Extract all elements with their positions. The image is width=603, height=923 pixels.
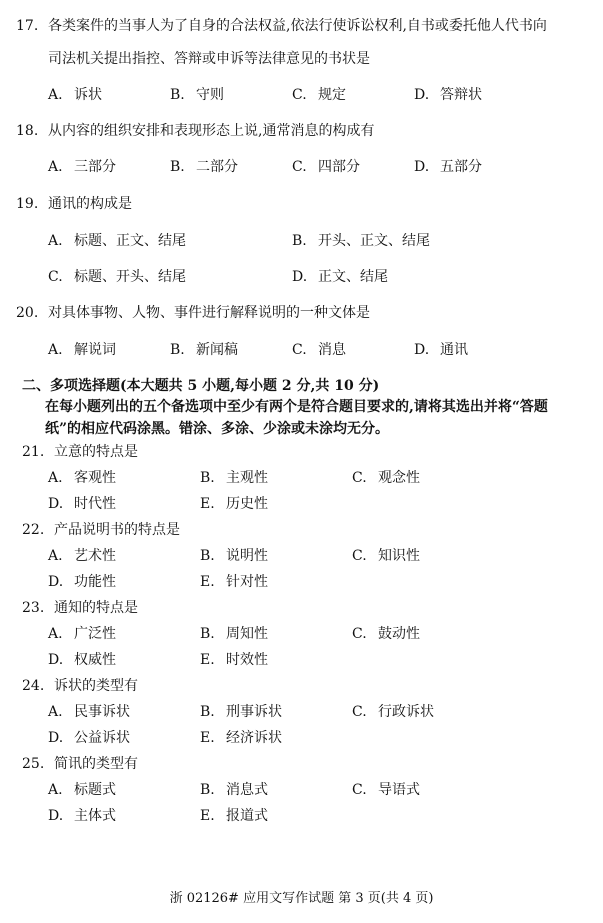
option-23-e: E. 时效性 bbox=[200, 652, 268, 668]
option-25-e: E. 报道式 bbox=[200, 808, 268, 824]
option-25-d: D. 主体式 bbox=[48, 808, 116, 824]
option-22-b: B. 说明性 bbox=[200, 548, 268, 564]
option-23-c: C. 鼓动性 bbox=[352, 626, 420, 642]
question-text: 立意的特点是 bbox=[54, 444, 138, 460]
option-20-a: A. 解说词 bbox=[48, 342, 116, 358]
option-24-d: D. 公益诉状 bbox=[48, 730, 130, 746]
question-number: 23. bbox=[22, 600, 45, 616]
option-20-c: C. 消息 bbox=[292, 342, 346, 358]
question-22-stem bbox=[22, 521, 180, 539]
question-number: 21. bbox=[22, 444, 45, 460]
option-23-d: D. 权威性 bbox=[48, 652, 116, 668]
question-number: 19. bbox=[16, 196, 39, 212]
question-text: 产品说明书的特点是 bbox=[54, 522, 180, 538]
option-17-d: D. 答辩状 bbox=[414, 87, 482, 103]
question-24-stem bbox=[22, 677, 138, 695]
option-21-a: A. 客观性 bbox=[48, 470, 116, 486]
option-23-b: B. 周知性 bbox=[200, 626, 268, 642]
question-17-stem-cont: 司法机关提出指控、答辩或申诉等法律意见的书状是 bbox=[48, 51, 370, 67]
question-text: 诉状的类型有 bbox=[54, 678, 138, 694]
question-25-stem bbox=[22, 755, 138, 773]
option-20-d: D. 通讯 bbox=[414, 342, 468, 358]
question-number: 18. bbox=[16, 123, 39, 139]
page-footer: 浙 02126# 应用文写作试题 第 3 页(共 4 页) bbox=[169, 891, 434, 906]
option-18-a: A. 三部分 bbox=[48, 159, 116, 175]
question-text: 各类案件的当事人为了自身的合法权益,依法行使诉讼权利,自书或委托他人代书向 bbox=[48, 18, 547, 34]
option-19-d: D. 正文、结尾 bbox=[292, 269, 388, 285]
question-text: 从内容的组织安排和表现形态上说,通常消息的构成有 bbox=[48, 123, 375, 139]
question-number: 24. bbox=[22, 678, 45, 694]
option-21-b: B. 主观性 bbox=[200, 470, 268, 486]
option-19-c: C. 标题、开头、结尾 bbox=[48, 269, 186, 285]
option-21-d: D. 时代性 bbox=[48, 496, 116, 512]
section-title: 二、多项选择题(本大题共 5 小题,每小题 2 分,共 10 分) bbox=[22, 378, 380, 394]
option-17-a: A. 诉状 bbox=[48, 87, 102, 103]
option-18-c: C. 四部分 bbox=[292, 159, 360, 175]
question-text: 对具体事物、人物、事件进行解释说明的一种文体是 bbox=[48, 305, 370, 321]
question-text: 简讯的类型有 bbox=[54, 756, 138, 772]
question-text: 通知的特点是 bbox=[54, 600, 138, 616]
option-18-b: B. 二部分 bbox=[170, 159, 238, 175]
option-21-c: C. 观念性 bbox=[352, 470, 420, 486]
option-17-c: C. 规定 bbox=[292, 87, 346, 103]
question-number: 25. bbox=[22, 756, 45, 772]
option-17-b: B. 守则 bbox=[170, 87, 224, 103]
question-text: 通讯的构成是 bbox=[48, 196, 132, 212]
option-24-a: A. 民事诉状 bbox=[48, 704, 130, 720]
question-number: 22. bbox=[22, 522, 45, 538]
option-22-e: E. 针对性 bbox=[200, 574, 268, 590]
option-24-e: E. 经济诉状 bbox=[200, 730, 282, 746]
section-instructions-line2: 纸”的相应代码涂黑。错涂、多涂、少涂或未涂均无分。 bbox=[45, 421, 390, 437]
option-25-a: A. 标题式 bbox=[48, 782, 116, 798]
option-25-b: B. 消息式 bbox=[200, 782, 268, 798]
question-17-stem bbox=[16, 17, 547, 35]
option-21-e: E. 历史性 bbox=[200, 496, 268, 512]
option-20-b: B. 新闻稿 bbox=[170, 342, 238, 358]
question-21-stem bbox=[22, 443, 138, 461]
option-19-a: A. 标题、正文、结尾 bbox=[48, 233, 186, 249]
option-19-b: B. 开头、正文、结尾 bbox=[292, 233, 430, 249]
question-20-stem bbox=[16, 304, 370, 322]
question-23-stem bbox=[22, 599, 138, 617]
option-22-c: C. 知识性 bbox=[352, 548, 420, 564]
question-18-stem bbox=[16, 122, 374, 140]
option-18-d: D. 五部分 bbox=[414, 159, 482, 175]
question-number: 17. bbox=[16, 18, 39, 34]
option-24-b: B. 刑事诉状 bbox=[200, 704, 282, 720]
question-number: 20. bbox=[16, 305, 39, 321]
option-23-a: A. 广泛性 bbox=[48, 626, 116, 642]
option-22-d: D. 功能性 bbox=[48, 574, 116, 590]
section-instructions-line1: 在每小题列出的五个备选项中至少有两个是符合题目要求的,请将其选出并将“答题 bbox=[45, 399, 548, 415]
question-19-stem bbox=[16, 195, 132, 213]
option-25-c: C. 导语式 bbox=[352, 782, 420, 798]
option-24-c: C. 行政诉状 bbox=[352, 704, 434, 720]
option-22-a: A. 艺术性 bbox=[48, 548, 116, 564]
